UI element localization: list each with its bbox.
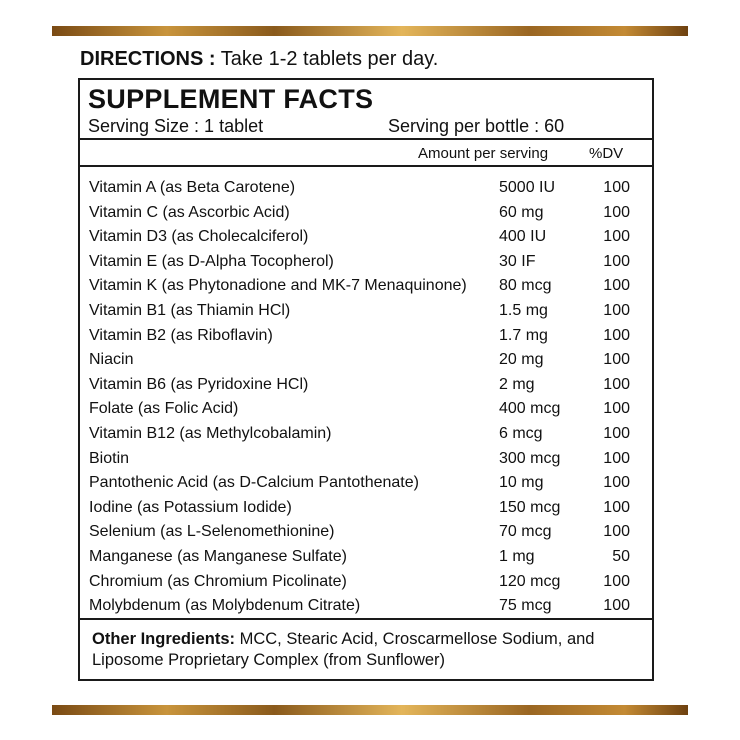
nutrient-amount: 80 mcg	[499, 277, 552, 295]
nutrient-row	[80, 570, 652, 595]
nutrient-amount: 400 mcg	[499, 400, 561, 418]
nutrient-name: Pantothenic Acid (as D-Calcium Pantothenate)	[89, 474, 419, 492]
nutrient-name: Biotin	[89, 449, 130, 467]
nutrient-row	[80, 201, 652, 226]
nutrient-amount: 75 mcg	[499, 597, 552, 615]
nutrient-list	[80, 176, 652, 619]
nutrient-amount: 5000 IU	[499, 179, 556, 196]
nutrient-name: Vitamin B1 (as Thiamin HCl)	[89, 301, 291, 319]
nutrient-name: Iodine (as Potassium Iodide)	[89, 498, 292, 516]
nutrient-dv: 100	[603, 523, 630, 541]
nutrient-row	[80, 250, 652, 275]
nutrient-dv: 100	[603, 597, 630, 615]
directions-text: Take 1-2 tablets per day.	[220, 48, 439, 70]
nutrient-amount: 10 mg	[499, 474, 544, 492]
nutrient-row	[80, 422, 652, 447]
nutrient-row	[80, 471, 652, 496]
nutrient-dv: 100	[603, 228, 630, 246]
nutrient-amount: 30 IF	[499, 252, 536, 270]
nutrient-dv: 100	[603, 474, 630, 492]
header-dv: %DV	[589, 145, 624, 162]
nutrient-row	[80, 520, 652, 545]
nutrient-row	[80, 397, 652, 422]
nutrient-amount: 1.5 mg	[499, 301, 548, 319]
serving-size: Serving Size : 1 tablet	[88, 116, 264, 136]
nutrient-row	[80, 176, 652, 201]
nutrient-name: Selenium (as L-Selenomethionine)	[89, 523, 335, 541]
header-amount-per-serving: Amount per serving	[418, 145, 549, 162]
nutrient-name: Vitamin B12 (as Methylcobalamin)	[89, 424, 332, 442]
nutrient-row	[80, 594, 652, 619]
nutrient-name: Vitamin B6 (as Pyridoxine HCl)	[89, 375, 309, 393]
nutrient-amount: 2 mg	[499, 375, 535, 393]
other-ingredients-text: MCC, Stearic Acid, Croscarmellose Sodium, and Liposome Proprietary Complex (from Sunflower)	[92, 630, 595, 669]
directions-label: DIRECTIONS :	[80, 48, 216, 70]
nutrient-row	[80, 324, 652, 349]
nutrient-name: Niacin	[89, 351, 134, 369]
nutrient-amount: 70 mcg	[499, 523, 552, 541]
nutrient-row	[80, 447, 652, 472]
nutrient-dv: 100	[603, 498, 630, 516]
divider	[80, 165, 652, 167]
other-ingredients	[92, 629, 647, 671]
nutrient-row	[80, 348, 652, 373]
directions	[80, 48, 438, 71]
nutrient-name: Manganese (as Manganese Sulfate)	[89, 547, 347, 565]
nutrient-amount: 120 mcg	[499, 572, 561, 590]
nutrient-amount: 60 mg	[499, 203, 544, 221]
nutrient-row	[80, 274, 652, 299]
nutrient-dv: 100	[603, 351, 630, 369]
nutrient-row	[80, 373, 652, 398]
nutrient-name: Vitamin E (as D-Alpha Tocopherol)	[89, 252, 334, 270]
nutrient-name: Vitamin A (as Beta Carotene)	[89, 179, 296, 196]
nutrient-dv: 50	[612, 547, 630, 565]
supplement-facts-panel	[78, 78, 654, 681]
nutrient-amount: 1.7 mg	[499, 326, 548, 344]
nutrient-amount: 400 IU	[499, 228, 547, 246]
nutrient-name: Vitamin B2 (as Riboflavin)	[89, 326, 273, 344]
nutrient-row	[80, 299, 652, 324]
serving-per-bottle: Serving per bottle : 60	[388, 116, 565, 136]
nutrient-name: Folate (as Folic Acid)	[89, 400, 239, 418]
nutrient-name: Vitamin K (as Phytonadione and MK-7 Menaquinone)	[89, 277, 467, 295]
nutrient-row	[80, 225, 652, 250]
nutrient-amount: 6 mcg	[499, 424, 543, 442]
nutrient-name: Molybdenum (as Molybdenum Citrate)	[89, 597, 361, 615]
nutrient-name: Chromium (as Chromium Picolinate)	[89, 572, 347, 590]
divider	[80, 138, 652, 140]
nutrient-dv: 100	[603, 179, 630, 196]
nutrient-dv: 100	[603, 301, 630, 319]
facts-title: SUPPLEMENT FACTS	[88, 84, 374, 114]
nutrient-name: Vitamin D3 (as Cholecalciferol)	[89, 228, 309, 246]
nutrient-row	[80, 496, 652, 521]
nutrient-dv: 100	[603, 203, 630, 221]
nutrient-dv: 100	[603, 277, 630, 295]
other-ingredients-label: Other Ingredients:	[92, 630, 236, 648]
nutrient-amount: 20 mg	[499, 351, 544, 369]
gold-band-top	[52, 26, 688, 36]
nutrient-dv: 100	[603, 326, 630, 344]
nutrient-name: Vitamin C (as Ascorbic Acid)	[89, 203, 290, 221]
gold-band-bottom	[52, 705, 688, 715]
nutrient-dv: 100	[603, 449, 630, 467]
nutrient-dv: 100	[603, 400, 630, 418]
nutrient-amount: 150 mcg	[499, 498, 561, 516]
nutrient-dv: 100	[603, 375, 630, 393]
nutrient-dv: 100	[603, 572, 630, 590]
nutrient-amount: 300 mcg	[499, 449, 561, 467]
divider	[80, 618, 652, 620]
nutrient-dv: 100	[603, 424, 630, 442]
nutrient-amount: 1 mg	[499, 547, 535, 565]
nutrient-row	[80, 545, 652, 570]
nutrient-dv: 100	[603, 252, 630, 270]
